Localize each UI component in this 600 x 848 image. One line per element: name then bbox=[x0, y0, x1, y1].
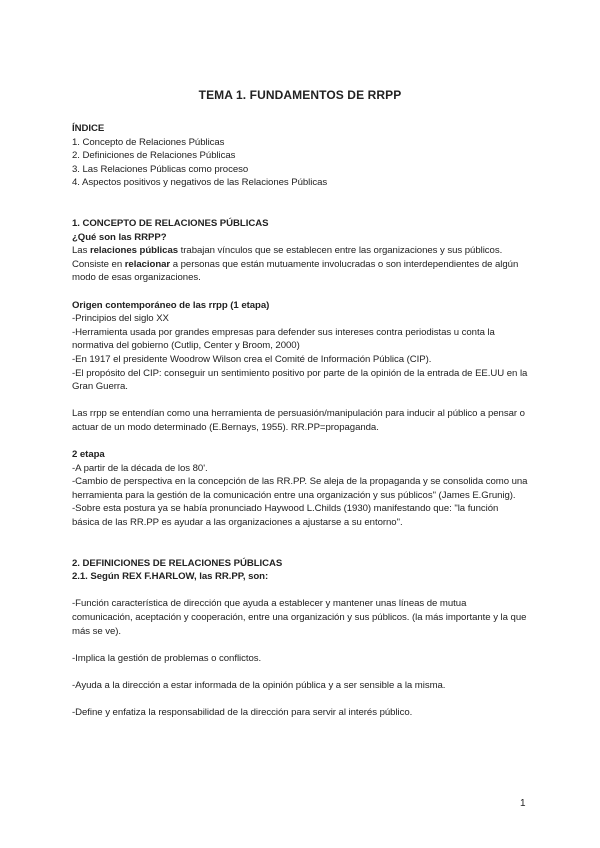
index-heading: ÍNDICE bbox=[72, 123, 105, 134]
origin-line: -El propósito del CIP: conseguir un sentimiento positivo por parte de la opinión de la entrada de EE.UU en la Gran Guerra. bbox=[72, 367, 528, 393]
stage2-line: -Cambio de perspectiva en la concepción de las RR.PP. Se aleja de la propaganda y se consolida como una herramienta para la gestión de la comunicación entre una organización y sus públicos" (James E.Grunig). bbox=[72, 476, 528, 501]
stage2-line: -A partir de la década de los 80'. bbox=[72, 462, 208, 474]
section2-subheading: 2.1. Según REX F.HARLOW, las RR.PP, son: bbox=[72, 571, 269, 583]
stage2-line: -Sobre esta postura ya se había pronunciado Haywood L.Childs (1930) manifestando que: "la función básica de las RR.PP es ayudar a las organizaciones a ajustarse a su entorno". bbox=[72, 503, 499, 529]
origin-line: -Principios del siglo XX bbox=[72, 313, 169, 325]
document-body bbox=[72, 122, 528, 720]
index-item: 1. Concepto de Relaciones Públicas bbox=[72, 136, 225, 148]
section1-definition: Las relaciones públicas trabajan vínculos que se establecen entre las organizaciones y sus públicos. Consiste en relacionar a personas que están mutuamente involucradas o son interdependientes de algún modo de esas organizaciones. bbox=[72, 245, 519, 284]
index-item: 4. Aspectos positivos y negativos de las Relaciones Públicas bbox=[72, 177, 328, 189]
page-number: 1 bbox=[520, 798, 526, 809]
index-item: 3. Las Relaciones Públicas como proceso bbox=[72, 163, 249, 175]
definition-item: -Implica la gestión de problemas o conflictos. bbox=[72, 652, 262, 664]
origin-line: -En 1917 el presidente Woodrow Wilson crea el Comité de Información Pública (CIP). bbox=[72, 353, 432, 365]
definition-item: -Define y enfatiza la responsabilidad de la dirección para servir al interés público. bbox=[72, 707, 413, 719]
definition-item: -Función característica de dirección que ayuda a establecer y mantener unas líneas de mutua comunicación, aceptación y cooperación, entre una organización y sus públicos. (la más importante y la que más se ve). bbox=[72, 598, 527, 637]
origin-heading: Origen contemporáneo de las rrpp (1 etapa) bbox=[72, 299, 270, 311]
section2-heading: 2. DEFINICIONES DE RELACIONES PÚBLICAS bbox=[72, 557, 283, 569]
document-title: TEMA 1. FUNDAMENTOS DE RRPP bbox=[198, 88, 402, 102]
origin-summary: Las rrpp se entendían como una herramienta de persuasión/manipulación para inducir al público a pensar o actuar de un modo determinado (E.Bernays, 1955). RR.PP=propaganda. bbox=[72, 408, 525, 433]
section1-heading: 1. CONCEPTO DE RELACIONES PÚBLICAS bbox=[72, 217, 269, 229]
section1-question: ¿Qué son las RRPP? bbox=[72, 231, 167, 243]
stage2-heading: 2 etapa bbox=[72, 449, 105, 461]
origin-line: -Herramienta usada por grandes empresas para defender sus intereses contra periodistas u conta la normativa del gobierno (Cutlip, Center y Broom, 2000) bbox=[72, 326, 495, 352]
definition-item: -Ayuda a la dirección a estar informada de la opinión pública y a ser sensible a la misma. bbox=[72, 679, 446, 691]
index-item: 2. Definiciones de Relaciones Públicas bbox=[72, 150, 236, 162]
